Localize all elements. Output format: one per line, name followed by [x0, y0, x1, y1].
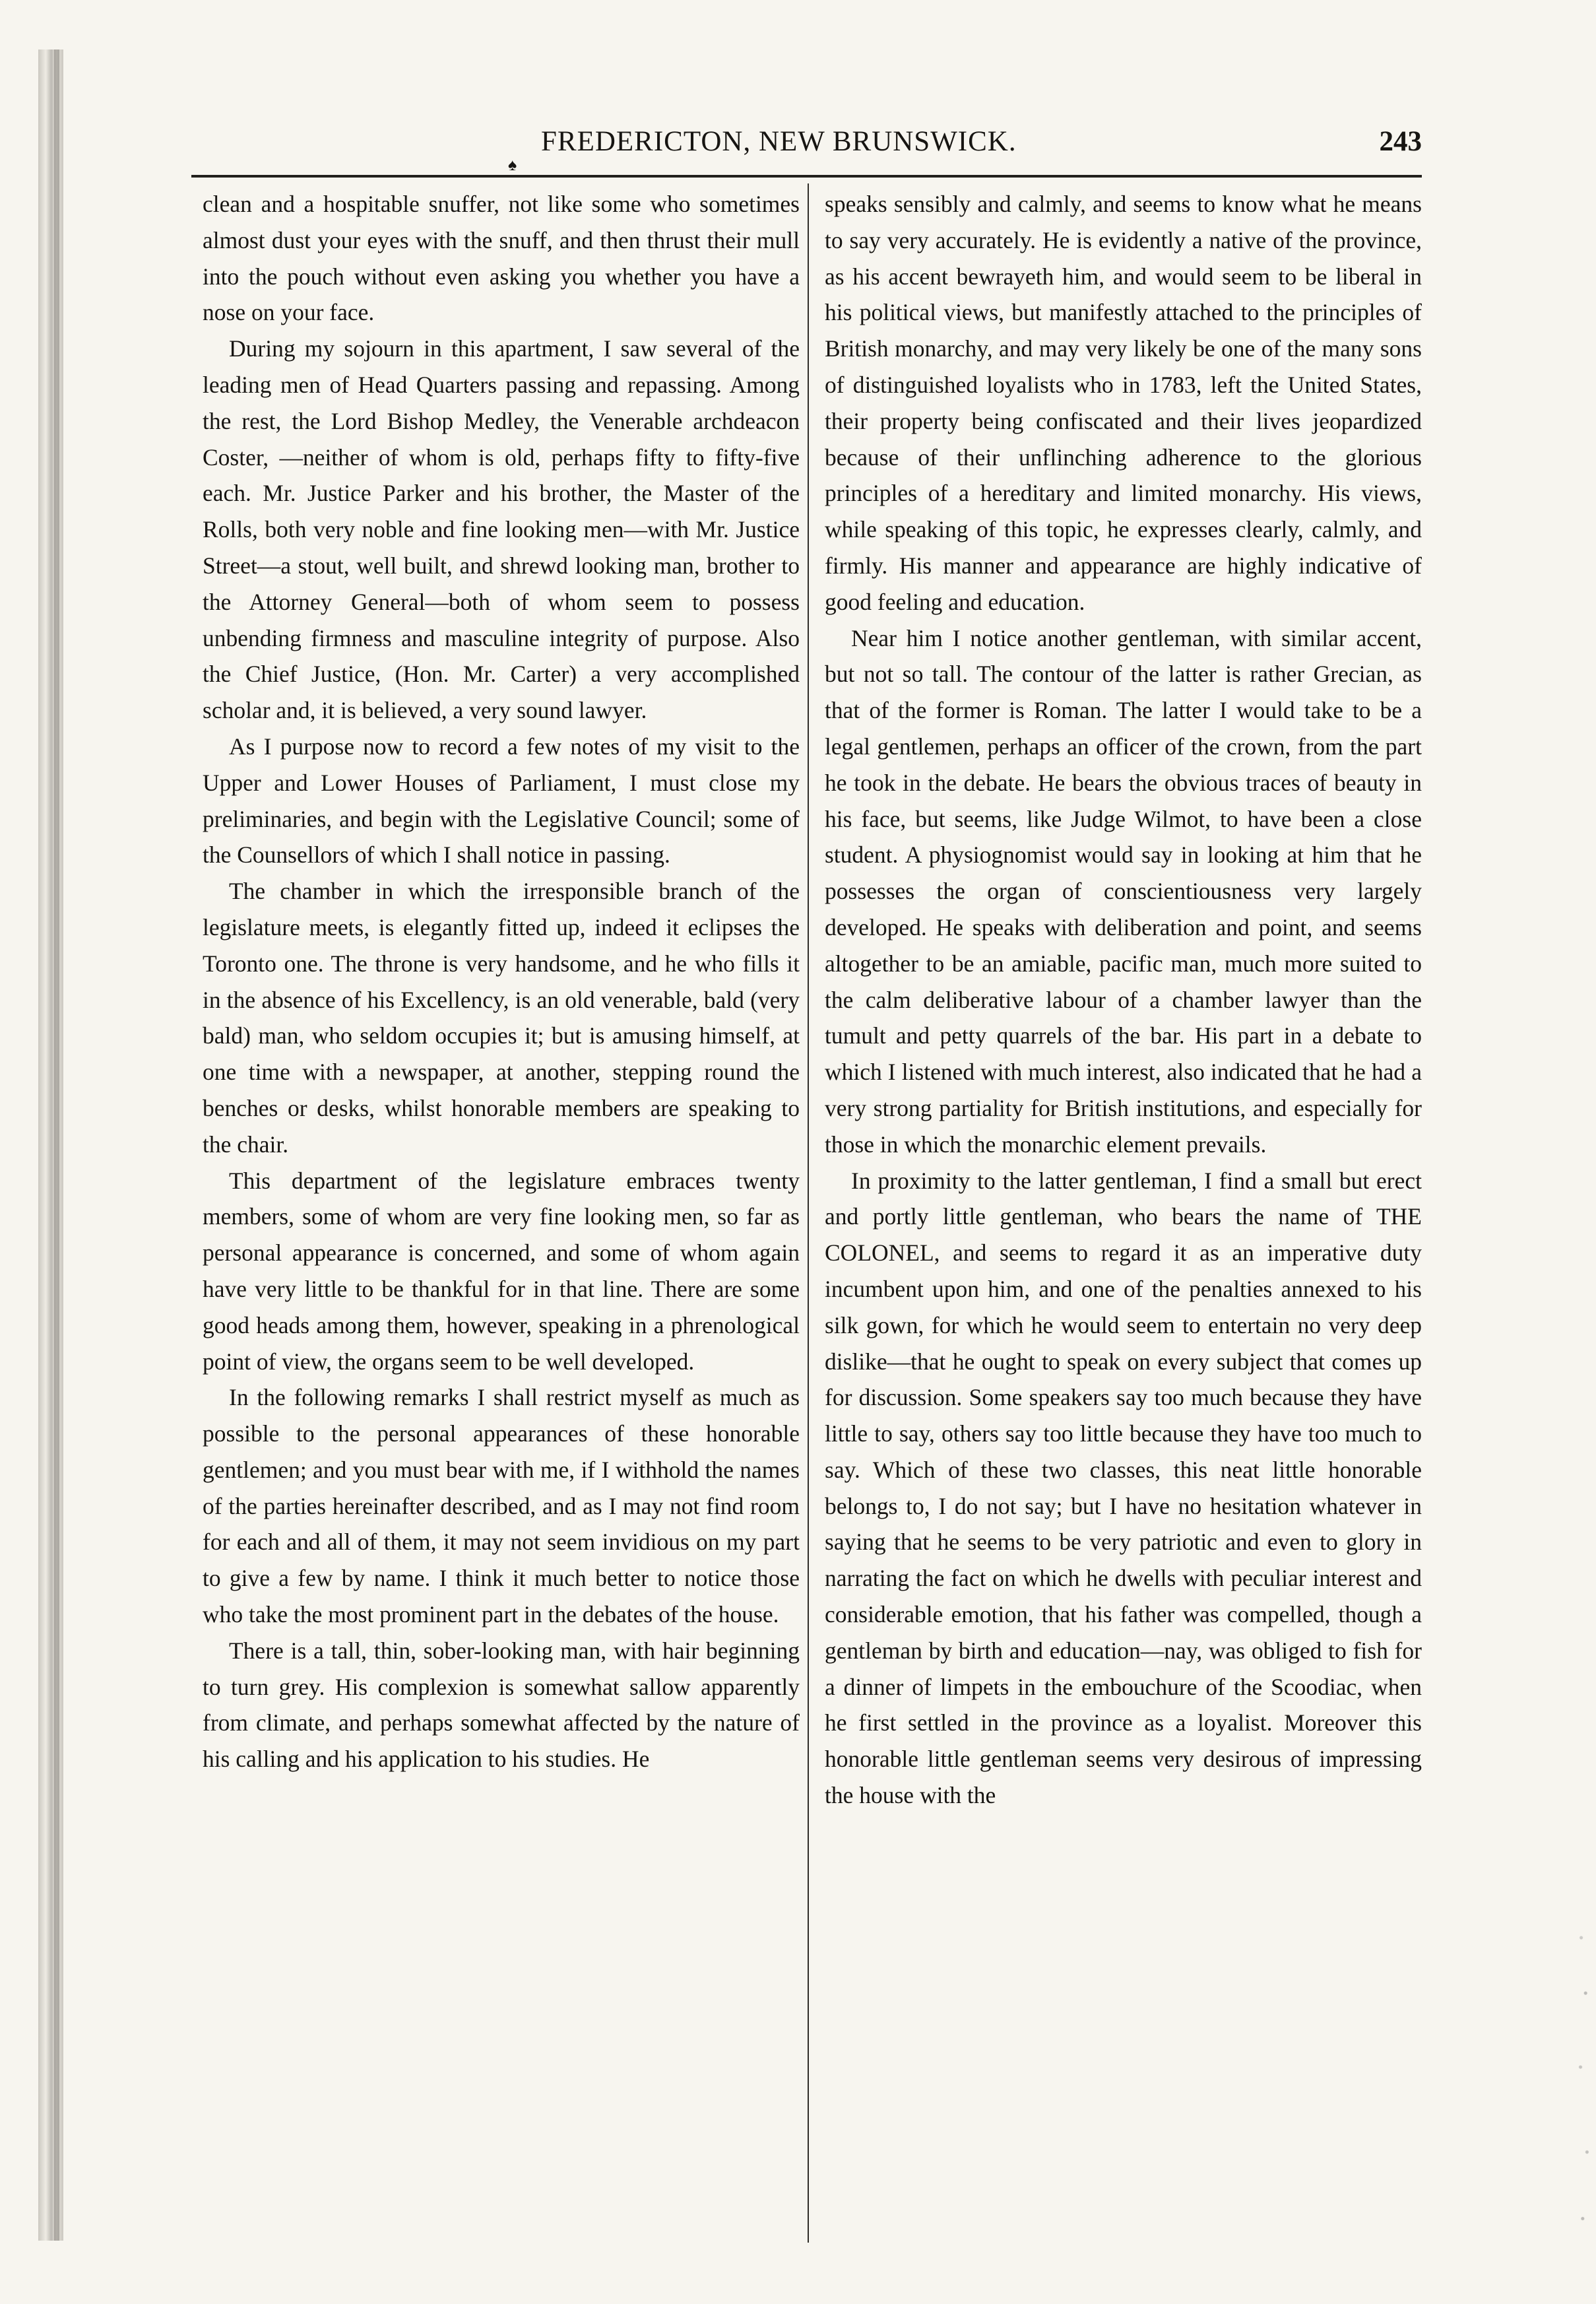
left-paragraph-3: As I purpose now to record a few notes of my visit to the Upper and Lower Houses of Parliament, I must close my preliminaries, and begin with the Legislative Council; some of the Counsellors of which I shall notice in passing.	[203, 733, 800, 869]
page-gutter-edge	[54, 49, 59, 2241]
running-title: FREDERICTON, NEW BRUNSWICK.	[541, 126, 1017, 157]
right-paragraph-3: In proximity to the latter gentleman, I find a small but erect and portly little gentleman, who bears the name of THE COLONEL, and seems to regard it as an imperative duty incumbent upon him, and one of the penalties annexed to his silk gown, for which he would seem to entertain no very deep dislike—that he ought to speak on every subject that comes up for discussion. Some speakers say too much because they have little to say, others say too little because they have too much to say. Which of these two classes, this neat little honorable belongs to, I do not say; but I have no hesitation whatever in saying that he seems to be very patriotic and even to glory in narrating the fact on which he dwells with peculiar interest and considerable emotion, that his father was compelled, though a gentleman by birth and education—nay, was obliged to fish for a dinner of limpets in the embouchure of the Scoodiac, when he first settled in the province as a loyalist. Moreover this honorable little gentleman seems very desirous of impressing the house with the	[825, 1167, 1422, 1809]
left-paragraph-2: During my sojourn in this apartment, I saw several of the leading men of Head Quarters passing and repassing. Among the rest, the Lord Bishop Medley, the Venerable archdeacon Coster, —neither of whom is old, perhaps fifty to fifty-five each. Mr. Justice Parker and his brother, the Master of the Rolls, both very noble and fine looking men—with Mr. Justice Street—a stout, well built, and shrewd looking man, brother to the Attorney General—both of whom seem to possess unbending firmness and masculine integrity of purpose. Also the Chief Justice, (Hon. Mr. Carter) a very accomplished scholar and, it is believed, a very sound lawyer.	[203, 335, 800, 724]
page-number: 243	[1379, 126, 1422, 157]
right-paragraph-1: speaks sensibly and calmly, and seems to know what he means to say very accurately. He is evidently a native of the province, as his accent bewrayeth him, and would seem to be liberal in his political views, but manifestly attached to the principles of British monarchy, and may very likely be one of the many sons of distinguished loyalists who in 1783, left the United States, their property being confiscated and their lives jeopardized because of their unflinching adherence to the glorious principles of a hereditary and limited monarchy. His views, while speaking of this topic, he expresses clearly, calmly, and firmly. His manner and appearance are highly indicative of good feeling and education.	[825, 191, 1422, 615]
column-divider	[808, 183, 809, 2243]
scan-artifacts	[1577, 1901, 1591, 2270]
left-paragraph-5: This department of the legislature embraces twenty members, some of whom are very fine looking men, so far as personal appearance is concerned, and some of whom again have very little to be thankful for in that line. There are some good heads among them, however, speaking in a phrenological point of view, the organs seem to be well developed.	[203, 1167, 800, 1375]
left-paragraph-6: In the following remarks I shall restrict myself as much as possible to the personal appearances of these honorable gentlemen; and you must bear with me, if I withhold the names of the parties hereinafter described, and as I may not find room for each and all of them, it may not seem invidious on my part to give a few by name. I think it much better to notice those who take the most prominent part in the debates of the house.	[203, 1384, 800, 1628]
ornament-icon: ♠	[508, 156, 517, 174]
right-column	[825, 186, 1422, 2245]
left-paragraph-4: The chamber in which the irresponsible branch of the legislature meets, is elegantly fitted up, indeed it eclipses the Toronto one. The throne is very handsome, and he who fills it in the absence of his Excellency, is an old venerable, bald (very bald) man, who seldom occupies it; but is amusing himself, at one time with a newspaper, at another, stepping round the benches or desks, whilst honorable members are speaking to the chair.	[203, 878, 800, 1158]
left-column	[203, 186, 800, 2245]
header-rule	[191, 175, 1422, 178]
left-paragraph-7: There is a tall, thin, sober-looking man, with hair beginning to turn grey. His complexion is somewhat sallow apparently from climate, and perhaps somewhat affected by the nature of his calling and his application to his studies. He	[203, 1637, 800, 1773]
left-paragraph-1: clean and a hospitable snuffer, not like some who sometimes almost dust your eyes with the snuff, and then thrust their mull into the pouch without even asking you whether you have a nose on your face.	[203, 191, 800, 326]
book-binding-shadow	[38, 49, 63, 2241]
page-header	[191, 125, 1422, 172]
right-paragraph-2: Near him I notice another gentleman, with similar accent, but not so tall. The contour of the latter is rather Grecian, as that of the former is Roman. The latter I would take to be a legal gentlemen, perhaps an officer of the crown, from the part he took in the debate. He bears the obvious traces of beauty in his face, but seems, like Judge Wilmot, to have been a close student. A physiognomist would say in looking at him that he possesses the organ of conscientiousness very largely developed. He speaks with deliberation and point, and seems altogether to be an amiable, pacific man, much more suited to the calm deliberative labour of a chamber lawyer than the tumult and petty quarrels of the bar. His part in a debate to which I listened with much interest, also indicated that he had a very strong partiality for British institutions, and especially for those in which the monarchic element prevails.	[825, 624, 1422, 1158]
